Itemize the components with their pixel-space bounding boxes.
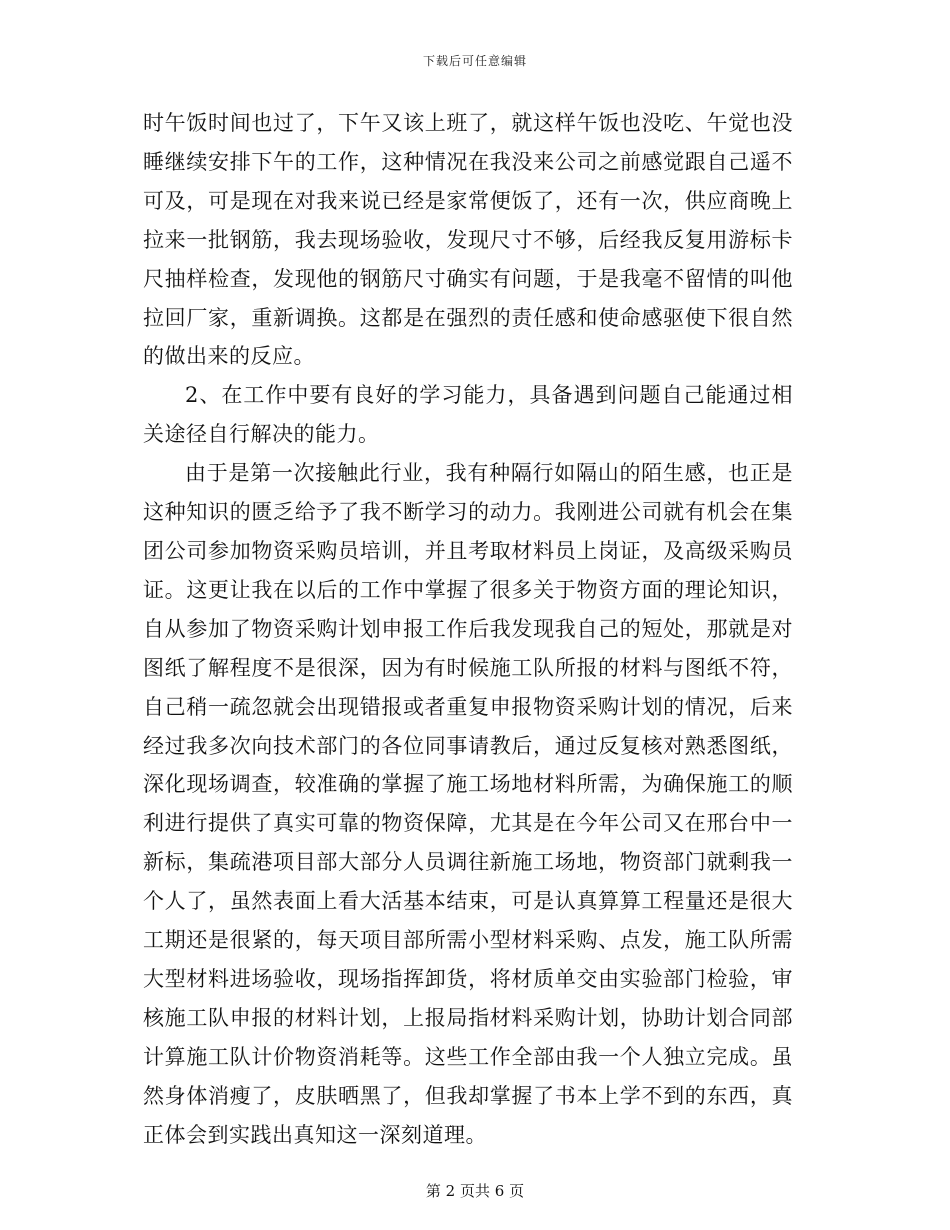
body-text — [143, 104, 793, 1154]
header-note: 下载后可任意编辑 — [422, 54, 527, 68]
paragraph-continuation: 时午饭时间也过了，下午又该上班了，就这样午饭也没吃、午觉也没睡继续安排下午的工作，这种情况在我没来公司之前感觉跟自己遥不可及，可是现在对我来说已经是家常便饭了，还有一次，供应商晚上拉来一批钢筋，我去现场验收，发现尺寸不够，后经我反复用游标卡尺抽样检查，发现他的钢筋尺寸确实有问题，于是我毫不留情的叫他拉回厂家，重新调换。这都是在强烈的责任感和使命感驱使下很自然的做出来的反应。 — [143, 111, 793, 369]
paragraph-point-2: 2、在工作中要有良好的学习能力，具备遇到问题自己能通过相关途径自行解决的能力。 — [143, 383, 793, 447]
page-number: 第 2 页共 6 页 — [425, 1182, 525, 1200]
paragraph-learning-experience: 由于是第一次接触此行业，我有种隔行如隔山的陌生感，也正是这种知识的匮乏给予了我不断学习的动力。我刚进公司就有机会在集团公司参加物资采购员培训，并且考取材料员上岗证，及高级采购员证。这更让我在以后的工作中掌握了很多关于物资方面的理论知识，自从参加了物资采购计划申报工作后我发现我自己的短处，那就是对图纸了解程度不是很深，因为有时候施工队所报的材料与图纸不符，自己稍一疏忽就会出现错报或者重复申报物资采购计划的情况，后来经过我多次向技术部门的各位同事请教后，通过反复核对熟悉图纸，深化现场调查，较准确的掌握了施工场地材料所需，为确保施工的顺利进行提供了真实可靠的物资保障，尤其是在今年公司又在邢台中一新标，集疏港项目部大部分人员调往新施工场地，物资部门就剩我一个人了，虽然表面上看大活基本结束，可是认真算算工程量还是很大工期还是很紧的，每天项目部所需小型材料采购、点发，施工队所需大型材料进场验收，现场指挥卸货，将材质单交由实验部门检验，审核施工队申报的材料计划，上报局指材料采购计划，协助计划合同部计算施工队计价物资消耗等。这些工作全部由我一个人独立完成。虽然身体消瘦了，皮肤晒黑了，但我却掌握了书本上学不到的东西，真正体会到实践出真知这一深刻道理。 — [143, 461, 793, 1147]
